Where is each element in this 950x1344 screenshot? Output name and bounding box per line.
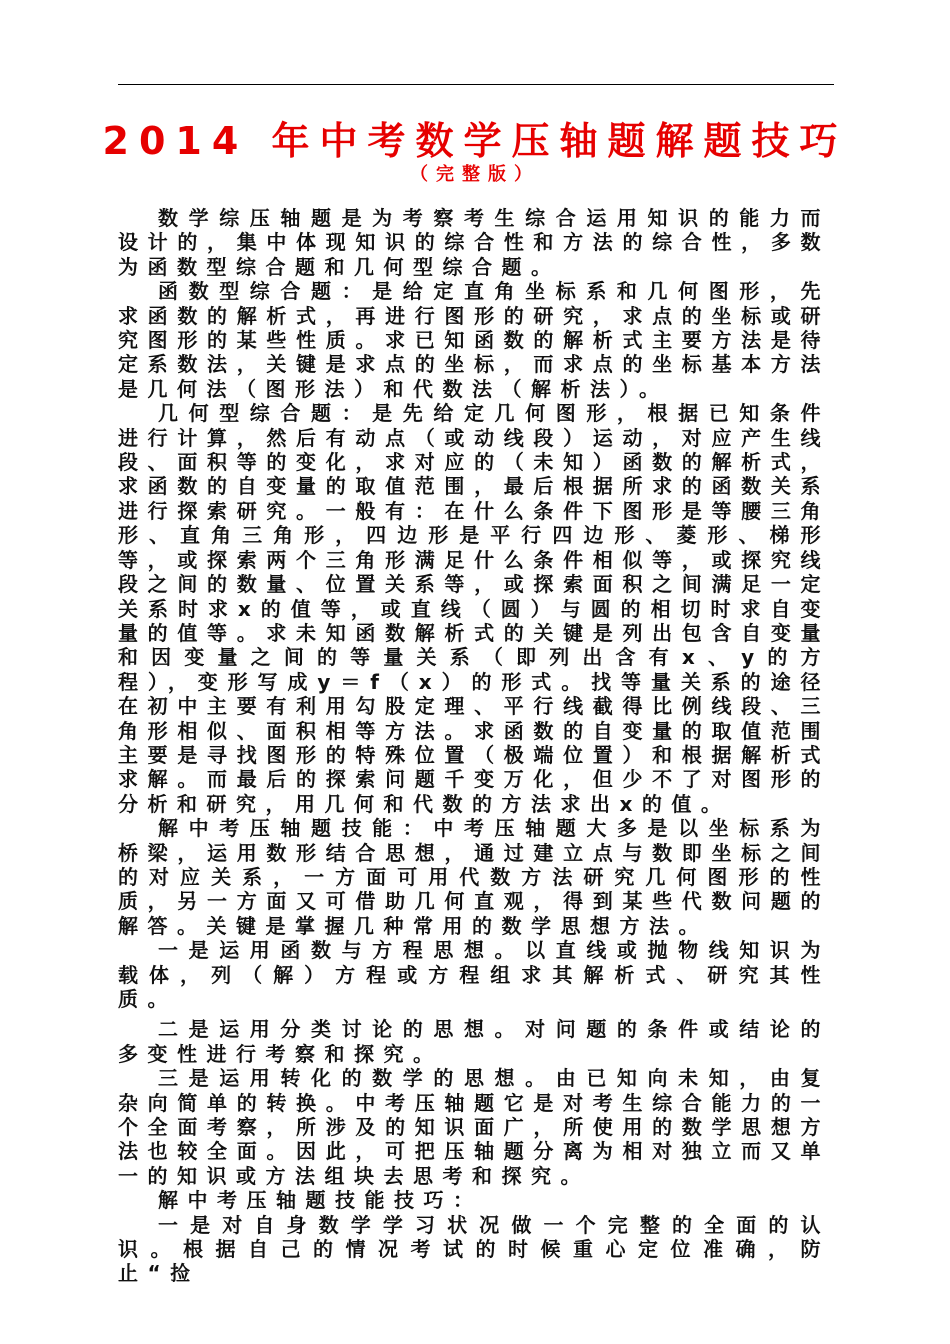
document-subtitle: （完整版） <box>410 164 540 185</box>
document-title: 2014 年中考数学压轴题解题技巧 <box>102 119 848 163</box>
header-rule <box>118 84 834 85</box>
paragraph-function-type: 函数型综合题：是给定直角坐标系和几何图形，先求函数的解析式，再进行图形的研究，求点的坐标或研究图形的某些性质。求已知函数的解析式主要方法是待定系数法，关键是求点的坐标，而求点的坐标基本方法是几何法（图形法）和代数法（解析法）。 <box>118 279 830 401</box>
paragraph-method-one: 一是运用函数与方程思想。以直线或抛物线知识为载体，列（解）方程或方程组求其解析式、研究其性质。 <box>118 938 830 1011</box>
paragraph-tip-one: 一是对自身数学学习状况做一个完整的全面的认识。根据自己的情况考试的时候重心定位准确，防止“捡 <box>118 1212 830 1286</box>
paragraph-geometry-type: 几何型综合题：是先给定几何图形，根据已知条件进行计算，然后有动点（或动线段）运动，对应产生线段、面积等的变化，求对应的（未知）函数的解析式，求函数的自变量的取值范围，最后根据所求的函数关系进行探索研究。一般有：在什么条件下图形是等腰三角形、直角三角形，四边形是平行四边形、菱形、梯形等，或探索两个三角形满足什么条件相似等，或探究线段之间的数量、位置关系等，或探索面积之间满足一定关系时求x的值等，或直线（圆）与圆的相切时求自变量的值等。求未知函数解析式的关键是列出包含自变量和因变量之间的等量关系（即列出含有x、y的方程），变形写成y＝f（x）的形式。找等量关系的途径在初中主要有利用勾股定理、平行线截得比例线段、三角形相似、面积相等方法。求函数的自变量的取值范围主要是寻找图形的特殊位置（极端位置）和根据解析式求解。而最后的探索问题千变万化，但少不了对图形的分析和研究，用几何和代数的方法求出x的值。 <box>118 401 830 816</box>
paragraph-intro: 数学综压轴题是为考察考生综合运用知识的能力而设计的，集中体现知识的综合性和方法的综合性，多数为函数型综合题和几何型综合题。 <box>118 206 830 279</box>
paragraph-skills: 解中考压轴题技能：中考压轴题大多是以坐标系为桥梁，运用数形结合思想，通过建立点与数即坐标之间的对应关系，一方面可用代数方法研究几何图形的性质，另一方面又可借助几何直观，得到某些代数问题的解答。关键是掌握几种常用的数学思想方法。 <box>118 816 830 938</box>
document-body <box>118 206 830 1286</box>
paragraph-tips-heading: 解中考压轴题技能技巧： <box>158 1188 483 1213</box>
paragraph-method-two: 二是运用分类讨论的思想。对问题的条件或结论的多变性进行考察和探究。 <box>118 1017 830 1066</box>
paragraph-method-three: 三是运用转化的数学的思想。由已知向未知，由复杂向简单的转换。中考压轴题它是对考生综合能力的一个全面考察，所涉及的知识面广，所使用的数学思想方法也较全面。因此，可把压轴题分离为相对独立而又单一的知识或方法组块去思考和探究。 <box>118 1066 830 1188</box>
